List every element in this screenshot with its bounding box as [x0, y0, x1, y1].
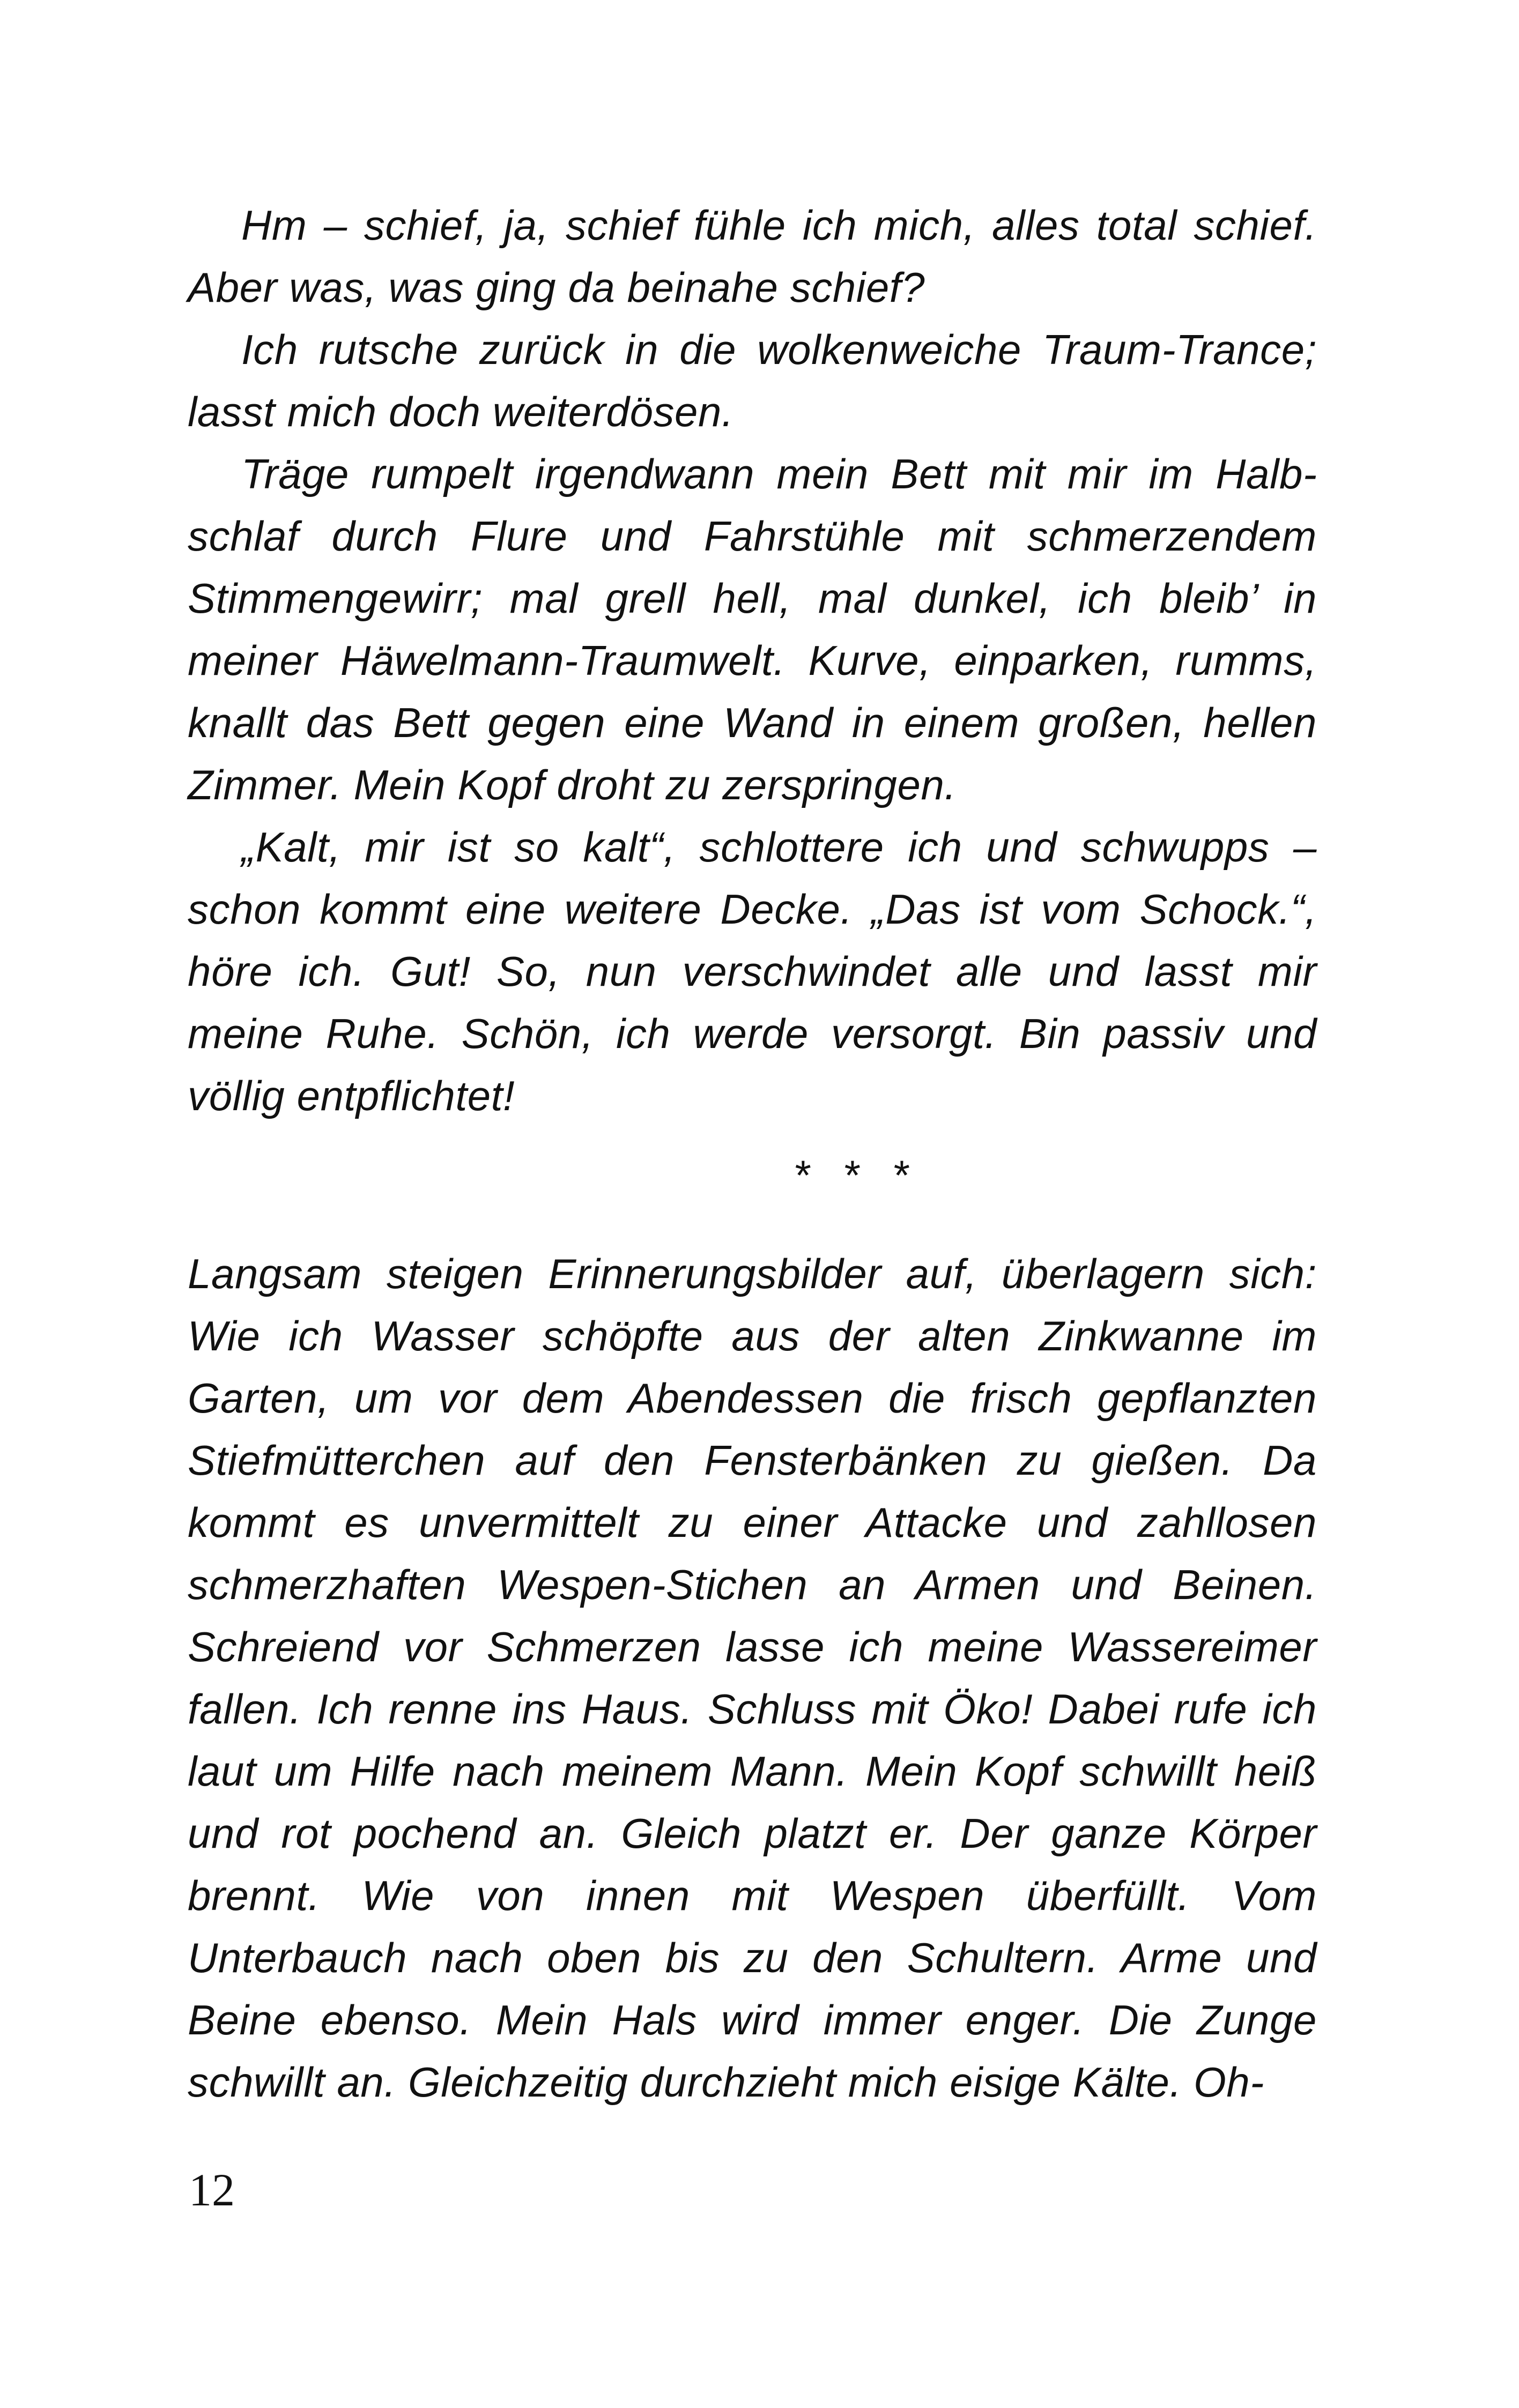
paragraph: Hm – schief, ja, schief fühle ich mich, alles total schief. Aber was, was ging da beinahe schief?	[188, 202, 1317, 311]
paragraph: „Kalt, mir ist so kalt“, schlottere ich und schwupps – schon kommt eine weitere Decke. „Das ist vom Schock.“, höre ich. Gut! So, nun verschwindet alle und lasst mir meine Ruhe. Schön, ich werde versorgt. Bin passiv und völlig entpflichtet!	[188, 823, 1317, 1119]
paragraph: Ich rutsche zurück in die wolkenweiche Traum-Trance; lasst mich doch weiterdösen.	[188, 326, 1317, 435]
bottom-text-section	[188, 1243, 1317, 2113]
top-text-section	[188, 194, 1317, 1127]
section-separator: * * *	[793, 1151, 908, 1199]
paragraph: Träge rumpelt irgendwann mein Bett mit mir im Halbschlaf durch Flure und Fahrstühle mit schmerzendem Stimmengewirr; mal grell hell, mal dunkel, ich bleib’ in meiner Häwelmann-Traumwelt. Kurve, einparken, rumms, knallt das Bett gegen eine Wand in einem großen, hellen Zimmer. Mein Kopf droht zu zerspringen.	[188, 450, 1317, 808]
page-number: 12	[189, 2164, 235, 2216]
paragraph: Langsam steigen Erinnerungsbilder auf, überlagern sich: Wie ich Wasser schöpfte aus der alten Zinkwanne im Garten, um vor dem Abendessen die frisch gepflanzten Stiefmütterchen auf den Fensterbänken zu gießen. Da kommt es unvermittelt zu einer Attacke und zahllosen schmerzhaften Wespen-Stichen an Armen und Beinen. Schreiend vor Schmerzen lasse ich meine Wassereimer fallen. Ich renne ins Haus. Schluss mit Öko! Dabei rufe ich laut um Hilfe nach meinem Mann. Mein Kopf schwillt heiß und rot pochend an. Gleich platzt er. Der ganze Körper brennt. Wie von innen mit Wespen überfüllt. Vom Unterbauch nach oben bis zu den Schultern. Arme und Beine ebenso. Mein Hals wird immer enger. Die Zunge schwillt an. Gleichzeitig durchzieht mich eisige Kälte. Oh-	[188, 1250, 1317, 2106]
